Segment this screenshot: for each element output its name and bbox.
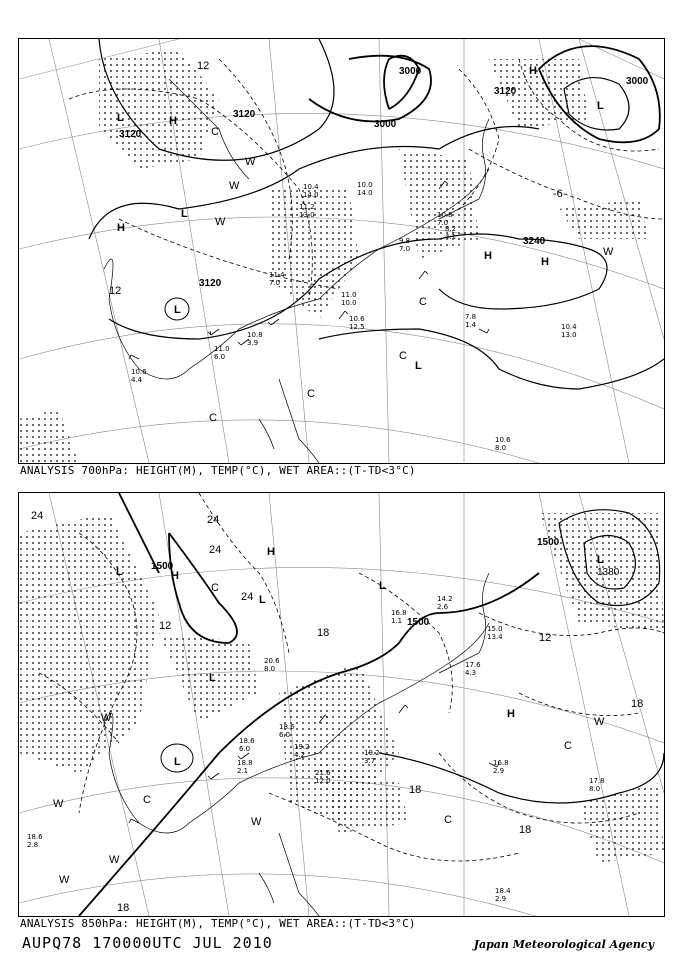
analysis-map-850hpa <box>18 492 665 917</box>
station-dewpoint: 3.9 <box>247 339 259 347</box>
caption-700hpa: ANALYSIS 700hPa: HEIGHT(M), TEMP(°C), WET AREA::(T-TD<3°C) <box>20 464 416 477</box>
warm-marker: W <box>594 716 605 728</box>
station-temp: 19.2 <box>294 743 310 751</box>
warm-marker: W <box>251 816 262 828</box>
station-dewpoint: 7.0 <box>399 245 411 253</box>
height-label: 3000 <box>399 66 422 77</box>
station-dewpoint: 13.0 <box>561 331 577 339</box>
low-marker: L <box>116 566 123 578</box>
warm-marker: W <box>53 798 64 810</box>
station-dewpoint: 2.9 <box>493 767 505 775</box>
low-marker: L <box>174 756 181 768</box>
station-dewpoint: 8.0 <box>589 785 601 793</box>
analysis-map-700hpa <box>18 38 665 464</box>
cold-marker: C <box>419 296 427 308</box>
station-temp: 18.6 <box>27 833 43 841</box>
station-temp: 9.8 <box>399 237 411 245</box>
warm-marker: W <box>229 180 240 192</box>
low-marker: L <box>597 554 604 566</box>
station-dewpoint: 7.0 <box>437 219 449 227</box>
warm-marker: W <box>245 156 256 168</box>
height-label: 3120 <box>199 278 222 289</box>
station-dewpoint: 4.4 <box>131 376 143 384</box>
station-temp: 10.4 <box>303 183 319 191</box>
cold-marker: C <box>211 582 219 594</box>
station-dewpoint: 4.1 <box>445 233 457 241</box>
low-marker: L <box>259 594 266 606</box>
low-marker: L <box>415 360 422 372</box>
low-marker: L <box>181 208 188 220</box>
station-dewpoint: 3.7 <box>364 757 376 765</box>
temp-label: 18 <box>409 784 422 796</box>
station-temp: 8.2 <box>445 225 457 233</box>
height-label: 1500 <box>537 537 560 548</box>
station-dewpoint: 7.0 <box>269 279 281 287</box>
station-temp: 10.4 <box>561 323 577 331</box>
high-marker: H <box>484 250 492 262</box>
station-dewpoint: 4.2 <box>294 751 306 759</box>
station-temp: 18.4 <box>495 887 511 895</box>
station-temp: 17.8 <box>589 777 605 785</box>
station-dewpoint: 14.0 <box>357 189 373 197</box>
station-dewpoint: 2.6 <box>437 603 449 611</box>
station-temp: 16.8 <box>391 609 407 617</box>
temp-label: 18 <box>519 824 532 836</box>
station-dewpoint: 1.1 <box>391 617 403 625</box>
station-temp: 20.6 <box>264 657 280 665</box>
warm-marker: W <box>603 246 614 258</box>
temp-label: 12 <box>197 60 210 72</box>
station-temp: 17.6 <box>465 661 481 669</box>
station-dewpoint: 6.0 <box>239 745 251 753</box>
station-temp: 10.8 <box>437 211 453 219</box>
temp-label: 24 <box>241 591 254 603</box>
cold-marker: C <box>444 814 452 826</box>
station-dewpoint: 2.9 <box>495 895 507 903</box>
wet-areas <box>19 49 649 463</box>
height-label: 3000 <box>626 76 649 87</box>
station-dewpoint: 2.1 <box>237 767 249 775</box>
station-temp: 11.4 <box>269 271 285 279</box>
high-marker: H <box>171 570 179 582</box>
station-dewpoint: 4.3 <box>465 669 477 677</box>
map-700hpa-canvas <box>19 39 664 463</box>
station-temp: 18.8 <box>237 759 253 767</box>
station-temp: 10.6 <box>495 436 511 444</box>
station-temp: 18.6 <box>239 737 255 745</box>
station-dewpoint: 13.0 <box>299 211 315 219</box>
warm-marker: W <box>59 874 70 886</box>
chart-code: AUPQ78 170000UTC JUL 2010 <box>22 934 273 952</box>
station-temp: 10.8 <box>247 331 263 339</box>
height-label: 1500 <box>151 561 174 572</box>
station-temp: 21.6 <box>315 769 331 777</box>
high-marker: H <box>529 65 537 77</box>
height-label: 3000 <box>374 119 397 130</box>
temp-label: 12 <box>539 632 552 644</box>
temp-label: 12 <box>159 620 172 632</box>
warm-marker: W <box>101 712 112 724</box>
height-label: 3120 <box>494 86 517 97</box>
station-temp: 16.8 <box>493 759 509 767</box>
station-temp: 10.6 <box>349 315 365 323</box>
low-marker: L <box>174 304 181 316</box>
height-label: 3240 <box>523 236 546 247</box>
temp-label: 18 <box>117 902 130 914</box>
low-marker: L <box>117 112 124 124</box>
station-dewpoint: 8.0 <box>495 444 507 452</box>
height-label: 1500 <box>407 617 430 628</box>
map-850hpa-canvas <box>19 493 664 916</box>
station-dewpoint: 6.0 <box>214 353 226 361</box>
temp-label: 18 <box>631 698 644 710</box>
low-marker: L <box>209 672 216 684</box>
station-dewpoint: 10.0 <box>341 299 357 307</box>
station-temp: 7.8 <box>465 313 477 321</box>
station-temp: 10.0 <box>357 181 373 189</box>
station-temp: 11.0 <box>214 345 230 353</box>
temp-label: 12 <box>109 285 122 297</box>
temp-label: 24 <box>207 514 220 526</box>
low-marker: L <box>597 100 604 112</box>
station-temp: 14.2 <box>437 595 453 603</box>
height-label: 3120 <box>119 129 142 140</box>
station-plots <box>131 181 577 452</box>
station-dewpoint: 6.0 <box>279 731 291 739</box>
warm-marker: W <box>109 854 120 866</box>
station-dewpoint: 1.4 <box>465 321 477 329</box>
station-dewpoint: 14.0 <box>303 191 319 199</box>
station-temp: 18.6 <box>279 723 295 731</box>
temp-label: 24 <box>31 510 44 522</box>
station-temp: 11.2 <box>299 203 315 211</box>
station-dewpoint: 12.0 <box>315 777 331 785</box>
temp-label: -6 <box>553 188 563 200</box>
cold-marker: C <box>307 388 315 400</box>
high-marker: H <box>117 222 125 234</box>
station-dewpoint: 13.4 <box>487 633 503 641</box>
height-label: 1380 <box>597 567 620 578</box>
station-dewpoint: 2.8 <box>27 841 39 849</box>
high-marker: H <box>267 546 275 558</box>
agency-name: Japan Meteorological Agency <box>473 938 654 951</box>
height-label: 3120 <box>233 109 256 120</box>
low-marker: L <box>379 580 386 592</box>
station-dewpoint: 12.5 <box>349 323 365 331</box>
temp-label: 24 <box>209 544 222 556</box>
station-temp: 11.0 <box>341 291 357 299</box>
cold-marker: C <box>209 412 217 424</box>
station-dewpoint: 8.0 <box>264 665 276 673</box>
high-marker: H <box>507 708 515 720</box>
high-marker: H <box>169 115 177 127</box>
station-temp: 15.0 <box>487 625 503 633</box>
station-temp: 19.2 <box>364 749 380 757</box>
caption-850hpa: ANALYSIS 850hPa: HEIGHT(M), TEMP(°C), WET AREA::(T-TD<3°C) <box>20 917 416 930</box>
cold-marker: C <box>564 740 572 752</box>
high-marker: H <box>541 256 549 268</box>
temp-label: 18 <box>317 627 330 639</box>
cold-marker: C <box>143 794 151 806</box>
cold-marker: C <box>211 126 219 138</box>
warm-marker: W <box>215 216 226 228</box>
station-temp: 10.6 <box>131 368 147 376</box>
cold-marker: C <box>399 350 407 362</box>
